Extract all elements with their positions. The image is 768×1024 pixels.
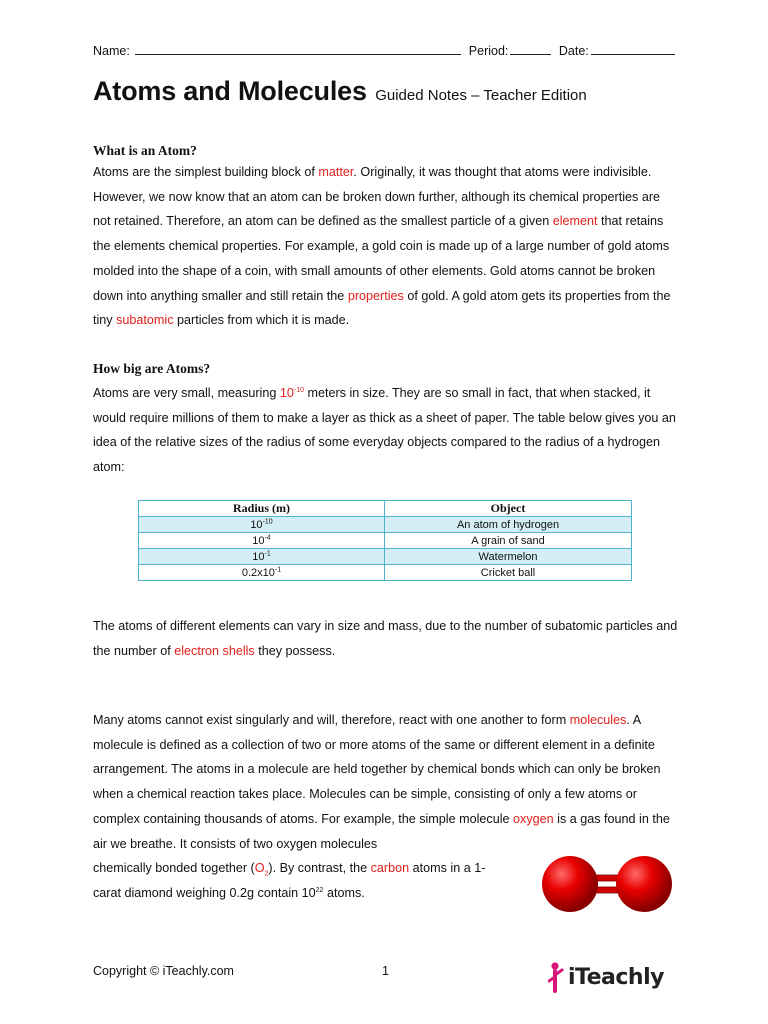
table-row (139, 565, 632, 581)
size-base: 10 (279, 386, 294, 400)
radius-exponent: -10 (262, 517, 273, 525)
keyword-oxygen: oxygen (513, 811, 554, 826)
paragraph-atom-variation (93, 614, 678, 663)
table-row (139, 549, 632, 565)
diamond-atoms-exponent: 22 (315, 886, 324, 894)
radius-base: 10 (252, 550, 265, 563)
paragraph-molecules (93, 708, 678, 856)
text-segment: ). By contrast, the (268, 861, 371, 875)
oxygen-molecule-illustration (540, 852, 674, 916)
paragraph-atom-definition (93, 160, 678, 333)
keyword-matter: matter (318, 165, 354, 179)
heading-how-big-are-atoms: How big are Atoms? (93, 361, 211, 376)
text-segment: Atoms are the simplest building block of (93, 165, 319, 179)
radius-cell (139, 517, 385, 533)
student-info-header (93, 43, 679, 58)
text-segment: of gold. A gold atom gets its properties from the tiny (93, 288, 671, 328)
keyword-atom-size (280, 386, 304, 400)
radius-cell (139, 533, 385, 549)
text-segment: is a gas found in the air we breathe. It consists of two oxygen molecules (93, 811, 670, 851)
text-segment: particles from which it is made. (173, 313, 350, 328)
iteachly-logo (548, 960, 664, 994)
keyword-electron-shells: electron shells (174, 643, 255, 658)
object-cell: Cricket ball (385, 565, 632, 581)
text-segment: Many atoms cannot exist singularly and will, therefore, react with one another to form (93, 713, 570, 727)
keyword-properties: properties (347, 288, 404, 303)
keyword-element: element (552, 214, 598, 229)
table-header-row (139, 501, 632, 517)
page-title (93, 76, 587, 107)
radius-base: 10 (250, 518, 263, 531)
text-segment: meters in size. They are so small in fact, that when stacked, it would require millions of them to make a layer as thick as a sheet of paper. The table below gives you an idea of the relative sizes of the radius of some everyday objects compared to the radius of a hydrogen atom: (93, 386, 676, 475)
text-segment: atoms. (323, 885, 365, 900)
radius-base: 10 (252, 534, 265, 547)
period-blank-line (510, 43, 551, 55)
o2-base: O (254, 861, 265, 875)
title-main: Atoms and Molecules (93, 76, 367, 106)
paragraph-molecules-continued (93, 856, 513, 905)
heading-what-is-an-atom: What is an Atom? (93, 143, 197, 158)
text-segment: they possess. (254, 643, 336, 658)
date-blank-line (591, 43, 675, 55)
text-segment: . Originally, it was thought that atoms were indivisible. However, we now know that an atom can be broken down further, although its chemical properties are not retained. Therefore, an atom can be defined as the smallest particle of a given (93, 165, 661, 229)
footer-copyright: Copyright © iTeachly.com (93, 964, 234, 978)
radius-exponent: -1 (274, 565, 282, 573)
page-number: 1 (382, 964, 389, 978)
radius-cell (139, 565, 385, 581)
text-segment: . A molecule is defined as a collection of two or more atoms of the same or different element in a definite arrangement. The atoms in a molecule are held together by chemical bonds which can only be broken when a chemical reaction takes place. Molecules can be simple, consisting of only a few atoms or complex containing thousands of atoms. For example, the simple molecule (93, 713, 661, 826)
text-segment: carat diamond weighing 0.2g contain 10 (93, 885, 316, 900)
radius-exponent: -4 (264, 533, 271, 541)
text-segment: that retains the elements chemical properties. For example, a gold coin is made up of a large number of gold atoms molded into the shape of a coin, with small amounts of other elements. Gold atoms cannot be broken down into anything smaller and still retain the (93, 214, 670, 303)
logo-text: iTeachly (568, 964, 664, 990)
name-label: Name: (93, 44, 130, 58)
text-segment: Atoms are very small, measuring (93, 386, 280, 400)
oxygen-atom-right (616, 856, 672, 912)
o2-subscript: 2 (264, 870, 269, 878)
logo-figure-icon (548, 961, 568, 993)
name-blank-line (135, 43, 461, 55)
table-row (139, 517, 632, 533)
text-segment: chemically bonded together ( (93, 861, 255, 875)
date-label: Date: (558, 44, 589, 58)
table-row (139, 533, 632, 549)
radius-exponent: -1 (264, 549, 271, 557)
title-subtitle: Guided Notes – Teacher Edition (375, 87, 587, 104)
paragraph-atom-size (93, 381, 678, 480)
keyword-molecules: molecules (569, 713, 627, 727)
radius-comparison-table (138, 500, 632, 581)
keyword-subatomic: subatomic (116, 313, 174, 328)
header-radius: Radius (m) (139, 501, 385, 517)
object-cell: A grain of sand (385, 533, 632, 549)
radius-cell (139, 549, 385, 565)
text-segment: atoms in a 1- (409, 861, 486, 875)
keyword-o2 (254, 861, 269, 878)
header-object: Object (385, 501, 632, 517)
radius-base: 0.2x10 (241, 566, 275, 579)
object-cell: An atom of hydrogen (385, 517, 632, 533)
size-exponent: -10 (293, 386, 305, 394)
oxygen-atom-left (542, 856, 598, 912)
text-segment: The atoms of different elements can vary in size and mass, due to the number of subatomic particles and the number of (93, 619, 678, 658)
object-cell: Watermelon (385, 549, 632, 565)
period-label: Period: (468, 44, 509, 58)
keyword-carbon: carbon (370, 861, 410, 875)
